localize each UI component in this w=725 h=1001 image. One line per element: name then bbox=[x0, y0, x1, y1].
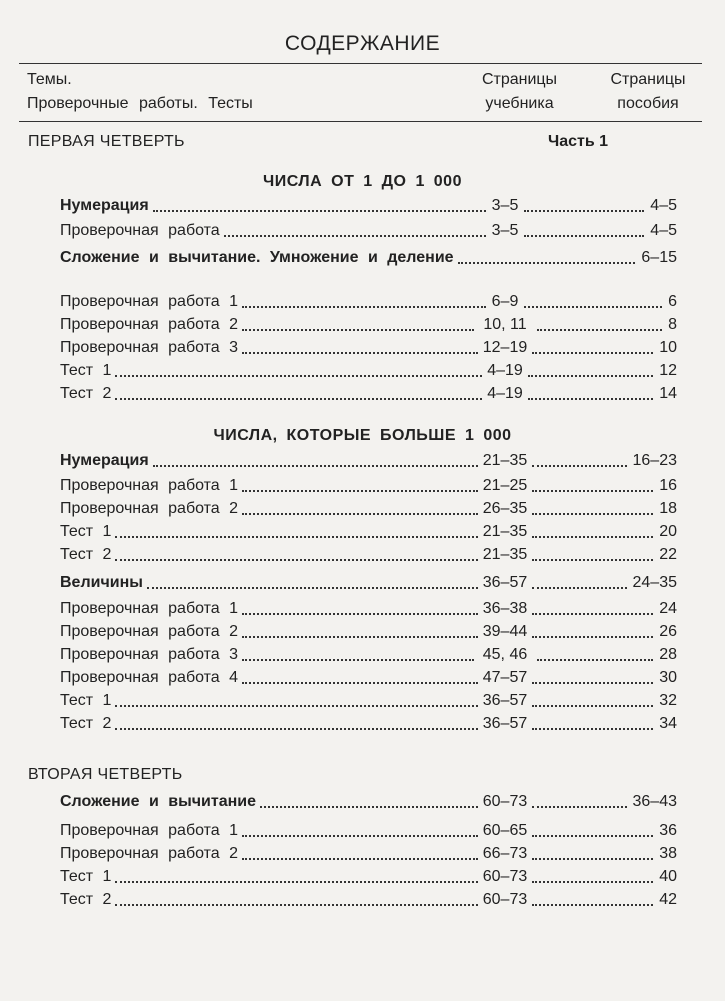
toc-row-label: Нумерация bbox=[60, 197, 149, 214]
toc-row-manual-pages: 42 bbox=[659, 891, 677, 908]
dot-leader bbox=[532, 559, 653, 561]
toc-row-label: Проверочная работа 3 bbox=[60, 339, 239, 356]
header-topics bbox=[27, 68, 253, 116]
toc-row-textbook-pages: 60–73 bbox=[482, 868, 528, 885]
toc-row-label: Тест 2 bbox=[60, 385, 112, 402]
toc-row bbox=[0, 360, 725, 382]
toc-row bbox=[0, 247, 725, 269]
dot-leader bbox=[532, 806, 627, 808]
toc-row-label: Тест 2 bbox=[60, 715, 112, 732]
dot-leader bbox=[524, 210, 644, 212]
toc-row-manual-pages: 36–43 bbox=[632, 793, 677, 810]
toc-row bbox=[0, 314, 725, 336]
dot-leader bbox=[153, 210, 486, 212]
toc-row-textbook-pages: 36–38 bbox=[482, 600, 528, 617]
dot-leader bbox=[242, 329, 474, 331]
toc-row-textbook-pages: 60–73 bbox=[482, 891, 528, 908]
dot-leader bbox=[532, 705, 653, 707]
toc-row-label: Нумерация bbox=[60, 452, 149, 469]
dot-leader bbox=[532, 682, 653, 684]
toc-row-label: Проверочная работа 2 bbox=[60, 500, 239, 517]
toc-row-textbook-pages: 60–65 bbox=[482, 822, 528, 839]
toc-row-textbook-pages: 4–19 bbox=[487, 362, 523, 379]
dot-leader bbox=[242, 636, 478, 638]
dot-leader bbox=[537, 329, 663, 331]
dot-leader bbox=[115, 881, 478, 883]
dot-leader bbox=[528, 375, 653, 377]
toc-row-manual-pages: 8 bbox=[668, 316, 677, 333]
dot-leader bbox=[153, 465, 478, 467]
dot-leader bbox=[532, 636, 653, 638]
dot-leader bbox=[115, 705, 478, 707]
toc-row-label: Сложение и вычитание bbox=[60, 793, 256, 810]
toc-row bbox=[0, 889, 725, 911]
header-manual-line1: Страницы bbox=[610, 71, 686, 88]
toc-row-textbook-pages: 21–35 bbox=[482, 523, 528, 540]
toc-row-textbook-pages: 66–73 bbox=[482, 845, 528, 862]
toc-row-textbook-pages: 6–9 bbox=[491, 293, 519, 310]
toc-row-label: Проверочная работа bbox=[60, 222, 220, 239]
toc-row-manual-pages: 24 bbox=[659, 600, 677, 617]
toc-row-textbook-pages: 21–35 bbox=[482, 546, 528, 563]
toc-row-textbook-pages: 45, 46 bbox=[482, 646, 528, 663]
toc-row bbox=[0, 383, 725, 405]
dot-leader bbox=[115, 398, 482, 400]
dot-leader bbox=[242, 490, 478, 492]
toc-row-label: Проверочная работа 1 bbox=[60, 822, 239, 839]
quarter-1-heading: ПЕРВАЯ ЧЕТВЕРТЬ bbox=[28, 133, 185, 150]
dot-leader bbox=[242, 659, 474, 661]
toc-row-manual-pages: 18 bbox=[659, 500, 677, 517]
section-1-heading: ЧИСЛА ОТ 1 ДО 1 000 bbox=[263, 173, 462, 190]
dot-leader bbox=[260, 806, 478, 808]
dot-leader bbox=[242, 513, 478, 515]
dot-leader bbox=[532, 352, 653, 354]
toc-row-label: Проверочная работа 1 bbox=[60, 477, 239, 494]
toc-row-textbook-pages: 47–57 bbox=[482, 669, 528, 686]
toc-row-textbook-pages: 10, 11 bbox=[483, 316, 527, 333]
dot-leader bbox=[537, 659, 654, 661]
dot-leader bbox=[532, 536, 653, 538]
toc-row-manual-pages: 24–35 bbox=[632, 574, 677, 591]
toc-row-label: Проверочная работа 2 bbox=[60, 316, 239, 333]
toc-row bbox=[0, 690, 725, 712]
header-topics-line2: Проверочные работы. Тесты bbox=[27, 95, 253, 112]
toc-row-textbook-pages: 26–35 bbox=[482, 500, 528, 517]
toc-row-textbook-pages: 21–35 bbox=[482, 452, 528, 469]
dot-leader bbox=[242, 352, 478, 354]
toc-row-manual-pages: 4–5 bbox=[650, 222, 677, 239]
toc-row-manual-pages: 32 bbox=[659, 692, 677, 709]
toc-row-textbook-pages: 21–25 bbox=[482, 477, 528, 494]
toc-row-manual-pages: 26 bbox=[659, 623, 677, 640]
page-title: СОДЕРЖАНИЕ bbox=[284, 32, 441, 55]
dot-leader bbox=[532, 728, 653, 730]
header-textbook-pages bbox=[467, 68, 572, 116]
header-manual-pages bbox=[598, 68, 698, 116]
toc-row-manual-pages: 12 bbox=[659, 362, 677, 379]
dot-leader bbox=[242, 306, 486, 308]
dot-leader bbox=[532, 904, 653, 906]
toc-row-label: Проверочная работа 2 bbox=[60, 845, 239, 862]
toc-row-label: Проверочная работа 3 bbox=[60, 646, 239, 663]
dot-leader bbox=[524, 306, 662, 308]
dot-leader bbox=[242, 835, 478, 837]
toc-row-label: Тест 1 bbox=[60, 692, 112, 709]
toc-row-textbook-pages: 39–44 bbox=[482, 623, 528, 640]
toc-row bbox=[0, 521, 725, 543]
dot-leader bbox=[115, 559, 478, 561]
header-textbook-line1: Страницы bbox=[481, 71, 558, 88]
header-textbook-line2: учебника bbox=[485, 95, 554, 112]
dot-leader bbox=[532, 835, 653, 837]
toc-row-manual-pages: 4–5 bbox=[650, 197, 677, 214]
quarter-2-heading: ВТОРАЯ ЧЕТВЕРТЬ bbox=[28, 766, 183, 783]
toc-row-label: Тест 1 bbox=[60, 523, 112, 540]
dot-leader bbox=[532, 881, 653, 883]
dot-leader bbox=[115, 904, 478, 906]
toc-row-label: Тест 1 bbox=[60, 362, 112, 379]
dot-leader bbox=[532, 587, 627, 589]
dot-leader bbox=[532, 465, 627, 467]
header-topics-line1: Темы. bbox=[27, 71, 72, 88]
toc-row-manual-pages: 6 bbox=[668, 293, 677, 310]
toc-row-label: Сложение и вычитание. Умножение и деление bbox=[60, 249, 454, 266]
toc-row bbox=[0, 572, 725, 594]
toc-row bbox=[0, 843, 725, 865]
dot-leader bbox=[147, 587, 478, 589]
toc-row bbox=[0, 791, 725, 813]
section-2-heading: ЧИСЛА, КОТОРЫЕ БОЛЬШЕ 1 000 bbox=[213, 427, 512, 444]
dot-leader bbox=[528, 398, 653, 400]
toc-row bbox=[0, 820, 725, 842]
header-bottom-rule bbox=[19, 121, 702, 122]
toc-row-manual-pages: 22 bbox=[659, 546, 677, 563]
toc-row-label: Тест 2 bbox=[60, 891, 112, 908]
toc-row-textbook-pages: 3–5 bbox=[491, 197, 519, 214]
toc-row bbox=[0, 866, 725, 888]
toc-row bbox=[0, 220, 725, 242]
toc-row-textbook-pages: 36–57 bbox=[482, 574, 528, 591]
toc-row-label: Проверочная работа 4 bbox=[60, 669, 239, 686]
dot-leader bbox=[224, 235, 486, 237]
toc-row-textbook-pages: 4–19 bbox=[487, 385, 523, 402]
dot-leader bbox=[242, 682, 478, 684]
toc-row bbox=[0, 621, 725, 643]
dot-leader bbox=[532, 858, 653, 860]
toc-row-label: Тест 2 bbox=[60, 546, 112, 563]
toc-row-textbook-pages: 3–5 bbox=[491, 222, 519, 239]
dot-leader bbox=[458, 262, 635, 264]
toc-row-label: Проверочная работа 2 bbox=[60, 623, 239, 640]
toc-row bbox=[0, 195, 725, 217]
toc-row-manual-pages: 40 bbox=[659, 868, 677, 885]
dot-leader bbox=[115, 728, 478, 730]
dot-leader bbox=[115, 375, 482, 377]
toc-row-manual-pages: 28 bbox=[659, 646, 677, 663]
dot-leader bbox=[242, 613, 478, 615]
header-top-rule bbox=[19, 63, 702, 64]
toc-row-textbook-pages: 12–19 bbox=[482, 339, 528, 356]
dot-leader bbox=[532, 613, 653, 615]
toc-row-textbook-pages: 36–57 bbox=[482, 692, 528, 709]
toc-row-manual-pages: 36 bbox=[659, 822, 677, 839]
dot-leader bbox=[532, 490, 653, 492]
toc-row-manual-pages: 38 bbox=[659, 845, 677, 862]
toc-row bbox=[0, 667, 725, 689]
toc-row bbox=[0, 450, 725, 472]
dot-leader bbox=[524, 235, 644, 237]
toc-row-manual-pages: 10 bbox=[659, 339, 677, 356]
toc-row-textbook-pages: 60–73 bbox=[482, 793, 528, 810]
toc-row-manual-pages: 16–23 bbox=[632, 452, 677, 469]
toc-row-manual-pages: 34 bbox=[659, 715, 677, 732]
toc-row bbox=[0, 598, 725, 620]
toc-row bbox=[0, 713, 725, 735]
toc-row-manual-pages: 14 bbox=[659, 385, 677, 402]
toc-row-textbook-pages: 36–57 bbox=[482, 715, 528, 732]
toc-row-manual-pages: 30 bbox=[659, 669, 677, 686]
toc-row-manual-pages: 16 bbox=[659, 477, 677, 494]
toc-row-label: Величины bbox=[60, 574, 143, 591]
toc-row-manual-pages: 20 bbox=[659, 523, 677, 540]
dot-leader bbox=[532, 513, 653, 515]
toc-row bbox=[0, 475, 725, 497]
toc-row bbox=[0, 498, 725, 520]
dot-leader bbox=[242, 858, 478, 860]
toc-row-label: Тест 1 bbox=[60, 868, 112, 885]
toc-row bbox=[0, 544, 725, 566]
toc-row bbox=[0, 291, 725, 313]
dot-leader bbox=[115, 536, 478, 538]
part-label: Часть 1 bbox=[548, 133, 609, 150]
toc-row-manual-pages: 6–15 bbox=[641, 249, 677, 266]
toc-row bbox=[0, 337, 725, 359]
toc-row bbox=[0, 644, 725, 666]
toc-row-label: Проверочная работа 1 bbox=[60, 600, 239, 617]
toc-row-label: Проверочная работа 1 bbox=[60, 293, 239, 310]
header-manual-line2: пособия bbox=[617, 95, 679, 112]
